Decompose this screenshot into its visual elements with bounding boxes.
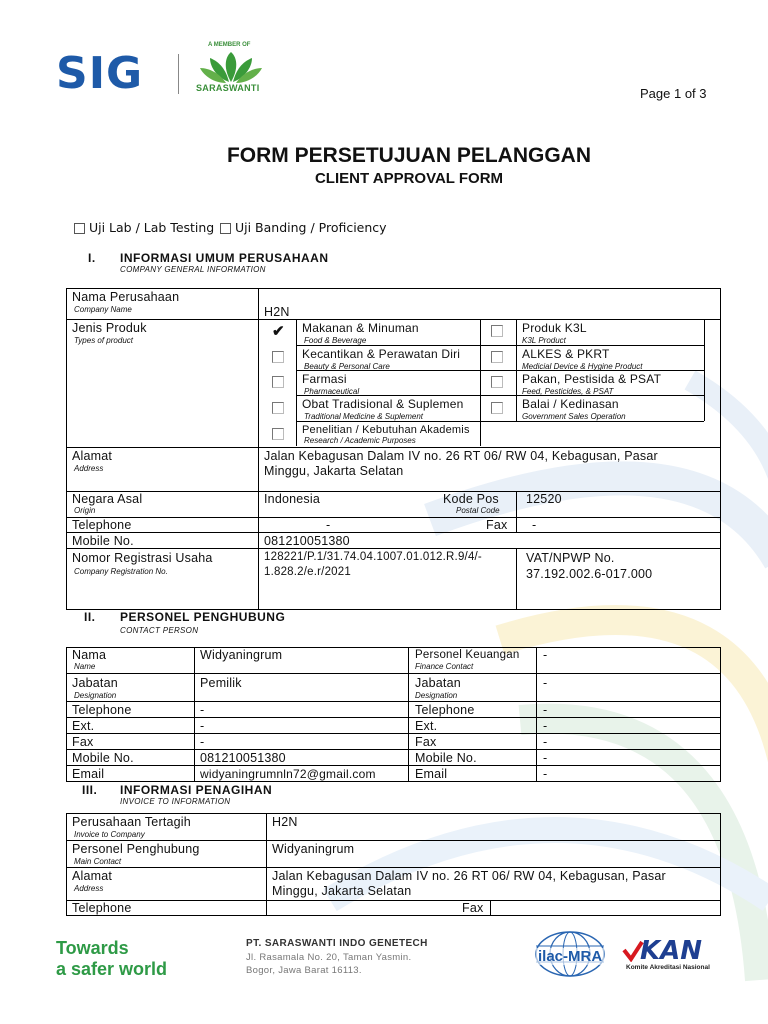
product-feed-sublabel: Feed, Pesticides, & PSAT: [522, 387, 614, 396]
kan-sublabel: Komite Akreditasi Nasional: [626, 964, 710, 971]
mobile-label: Mobile No.: [72, 534, 134, 548]
section1-subtitle: COMPANY GENERAL INFORMATION: [120, 265, 266, 274]
invoice-address-line1: Jalan Kebagusan Dalam IV no. 26 RT 06/ RW 04, Kebagusan, Pasar: [272, 869, 666, 883]
footer-address-line2: Bogor, Jawa Barat 16113.: [246, 965, 362, 976]
finance-telephone-value: -: [543, 703, 548, 717]
saraswanti-logo-text: SARASWANTI: [196, 83, 260, 93]
product-pharma-sublabel: Pharmaceutical: [304, 387, 360, 396]
checkbox-research[interactable]: [272, 428, 284, 440]
section1-number: I.: [88, 251, 96, 265]
company-name-sublabel: Company Name: [74, 305, 132, 314]
product-food-sublabel: Food & Beverage: [304, 336, 367, 345]
contact-mobile-label: Mobile No.: [72, 751, 134, 765]
finance-ext-value: -: [543, 719, 548, 733]
form-title: FORM PERSETUJUAN PELANGGAN: [226, 144, 592, 167]
company-name-value: H2N: [264, 305, 290, 319]
checkbox-government[interactable]: [491, 402, 503, 414]
address-label: Alamat: [72, 449, 113, 463]
contact-mobile-value: 081210051380: [200, 751, 286, 765]
table-divider: [66, 701, 721, 702]
main-contact-sublabel: Main Contact: [74, 857, 122, 866]
checkbox-alkes[interactable]: [491, 351, 503, 363]
form-subtitle: CLIENT APPROVAL FORM: [314, 170, 504, 187]
postal-code-sublabel: Postal Code: [456, 506, 500, 515]
table-divider: [258, 288, 259, 610]
table-divider: [536, 647, 537, 782]
contact-designation-sublabel: Designation: [74, 691, 117, 700]
table-divider: [66, 717, 721, 718]
company-name-label: Nama Perusahaan: [72, 290, 180, 304]
table-divider: [66, 673, 721, 674]
telephone-value: -: [326, 518, 331, 532]
checkmark-icon[interactable]: ✔: [272, 323, 285, 340]
checkbox-beauty[interactable]: [272, 351, 284, 363]
contact-telephone-label: Telephone: [72, 703, 132, 717]
checkbox-pharma[interactable]: [272, 376, 284, 388]
table-divider: [516, 548, 517, 610]
test-type-lab-label: Uji Lab / Lab Testing: [88, 220, 215, 235]
origin-label: Negara Asal: [72, 492, 143, 506]
finance-contact-sublabel: Finance Contact: [415, 662, 474, 671]
invoice-address-sublabel: Address: [74, 884, 104, 893]
product-research-label: Penelitian / Kebutuhan Akademis: [302, 424, 470, 436]
table-divider: [66, 733, 721, 734]
registration-sublabel: Company Registration No.: [74, 567, 168, 576]
contact-ext-value: -: [200, 719, 205, 733]
checkbox-traditional[interactable]: [272, 402, 284, 414]
product-type-sublabel: Types of product: [74, 336, 133, 345]
registration-label: Nomor Registrasi Usaha: [72, 551, 213, 565]
footer-company: PT. SARASWANTI INDO GENETECH: [246, 938, 428, 949]
test-type-proficiency[interactable]: [220, 220, 387, 235]
contact-fax-value: -: [200, 735, 205, 749]
section2-title: PERSONEL PENGHUBUNG: [120, 610, 286, 624]
table-divider: [408, 647, 409, 782]
address-line2: Minggu, Jakarta Selatan: [264, 464, 404, 478]
checkbox-k3l[interactable]: [491, 325, 503, 337]
saraswanti-leaf-icon: [198, 50, 264, 84]
checkbox-icon[interactable]: [220, 223, 231, 234]
product-pharma-label: Farmasi: [302, 372, 347, 386]
product-alkes-sublabel: Medicial Device & Hygine Product: [522, 362, 643, 371]
product-research-sublabel: Research / Academic Purposes: [304, 436, 416, 445]
vat-label: VAT/NPWP No.: [526, 551, 615, 565]
finance-fax-value: -: [543, 735, 548, 749]
checkbox-feed[interactable]: [491, 376, 503, 388]
contact-name-sublabel: Name: [74, 662, 96, 671]
test-type-lab[interactable]: [74, 220, 214, 235]
finance-mobile-label: Mobile No.: [415, 751, 477, 765]
finance-designation-sublabel: Designation: [415, 691, 458, 700]
checkbox-icon[interactable]: [74, 223, 85, 234]
finance-ext-label: Ext.: [415, 719, 438, 733]
table-divider: [66, 867, 721, 868]
main-contact-label: Personel Penghubung: [72, 842, 200, 856]
slogan: [56, 938, 167, 980]
table-divider: [66, 319, 721, 320]
finance-designation-value: -: [543, 676, 548, 690]
table-divider: [66, 749, 721, 750]
address-sublabel: Address: [74, 464, 104, 473]
section2-subtitle: CONTACT PERSON: [120, 626, 199, 635]
invoice-fax-label: Fax: [462, 901, 484, 915]
contact-person-table: [66, 647, 721, 782]
footer-address-line1: Jl. Rasamala No. 20, Taman Yasmin.: [246, 952, 412, 963]
vat-value: 37.192.002.6-017.000: [526, 567, 653, 581]
section1-title: INFORMASI UMUM PERUSAHAAN: [120, 251, 329, 265]
contact-name-label: Nama: [72, 648, 107, 662]
main-contact-value: Widyaningrum: [272, 842, 355, 856]
page-number: Page 1 of 3: [640, 86, 707, 101]
finance-email-value: -: [543, 767, 548, 781]
product-k3l-label: Produk K3L: [522, 321, 587, 335]
mobile-value: 081210051380: [264, 534, 350, 548]
postal-code-label: Kode Pos: [443, 492, 499, 506]
invoice-telephone-label: Telephone: [72, 901, 132, 915]
product-grid-line: [480, 320, 481, 446]
product-k3l-sublabel: K3L Product: [522, 336, 566, 345]
postal-code-value: 12520: [526, 492, 562, 506]
table-divider: [66, 447, 721, 448]
table-divider: [66, 532, 721, 533]
product-alkes-label: ALKES & PKRT: [522, 347, 610, 361]
contact-designation-value: Pemilik: [200, 676, 242, 690]
logo-divider: [178, 54, 179, 94]
contact-fax-label: Fax: [72, 735, 94, 749]
table-divider: [66, 900, 721, 901]
product-grid-line: [704, 320, 705, 421]
test-type-proficiency-label: Uji Banding / Proficiency: [234, 220, 387, 235]
table-divider: [516, 491, 517, 532]
product-feed-label: Pakan, Pestisida & PSAT: [522, 372, 662, 386]
ilac-mra-label: ilac-MRA: [538, 948, 603, 965]
product-government-label: Balai / Kedinasan: [522, 397, 619, 411]
product-government-sublabel: Government Sales Operation: [522, 412, 626, 421]
contact-telephone-value: -: [200, 703, 205, 717]
registration-line2: 1.828.2/e.r/2021: [264, 566, 351, 578]
finance-telephone-label: Telephone: [415, 703, 475, 717]
kan-logo: KAN: [640, 936, 703, 966]
table-divider: [66, 548, 721, 549]
finance-email-label: Email: [415, 767, 448, 781]
contact-email-value: widyaningrumnln72@gmail.com: [200, 767, 376, 781]
telephone-label: Telephone: [72, 518, 132, 532]
slogan-line1: Towards: [56, 938, 129, 958]
finance-fax-label: Fax: [415, 735, 437, 749]
contact-ext-label: Ext.: [72, 719, 95, 733]
table-divider: [490, 900, 491, 916]
contact-name-value: Widyaningrum: [200, 648, 283, 662]
product-traditional-sublabel: Traditional Medicine & Suplement: [304, 412, 424, 421]
slogan-line2: a safer world: [56, 959, 168, 979]
finance-contact-value: -: [543, 648, 548, 662]
finance-contact-label: Personel Keuangan: [415, 649, 520, 661]
section3-title: INFORMASI PENAGIHAN: [120, 783, 273, 797]
product-type-label: Jenis Produk: [72, 321, 147, 335]
finance-mobile-value: -: [543, 751, 548, 765]
section2-number: II.: [84, 610, 96, 624]
origin-sublabel: Origin: [74, 506, 96, 515]
invoice-address-line2: Minggu, Jakarta Selatan: [272, 884, 412, 898]
origin-value: Indonesia: [264, 492, 321, 506]
invoice-address-label: Alamat: [72, 869, 113, 883]
invoice-company-label: Perusahaan Tertagih: [72, 815, 191, 829]
section3-number: III.: [82, 783, 98, 797]
contact-email-label: Email: [72, 767, 105, 781]
member-of-label: A MEMBER OF: [208, 42, 251, 48]
invoice-company-value: H2N: [272, 815, 298, 829]
product-grid-line: [296, 320, 297, 446]
product-beauty-label: Kecantikan & Perawatan Diri: [302, 347, 461, 361]
table-divider: [194, 647, 195, 782]
product-beauty-sublabel: Beauty & Personal Care: [304, 362, 390, 371]
product-food-label: Makanan & Minuman: [302, 321, 419, 335]
table-divider: [66, 491, 721, 492]
fax-label: Fax: [486, 518, 508, 532]
table-divider: [66, 765, 721, 766]
registration-line1: 128221/P.1/31.74.04.1007.01.012.R.9/4/-: [264, 551, 482, 563]
product-traditional-label: Obat Tradisional & Suplemen: [302, 397, 464, 411]
fax-value: -: [532, 518, 537, 532]
table-divider: [66, 840, 721, 841]
contact-designation-label: Jabatan: [72, 676, 118, 690]
address-line1: Jalan Kebagusan Dalam IV no. 26 RT 06/ RW 04, Kebagusan, Pasar: [264, 449, 658, 463]
invoice-company-sublabel: Invoice to Company: [74, 830, 145, 839]
table-divider: [66, 517, 721, 518]
section3-subtitle: INVOICE TO INFORMATION: [120, 797, 231, 806]
sig-logo: SIG: [56, 48, 144, 99]
finance-designation-label: Jabatan: [415, 676, 461, 690]
